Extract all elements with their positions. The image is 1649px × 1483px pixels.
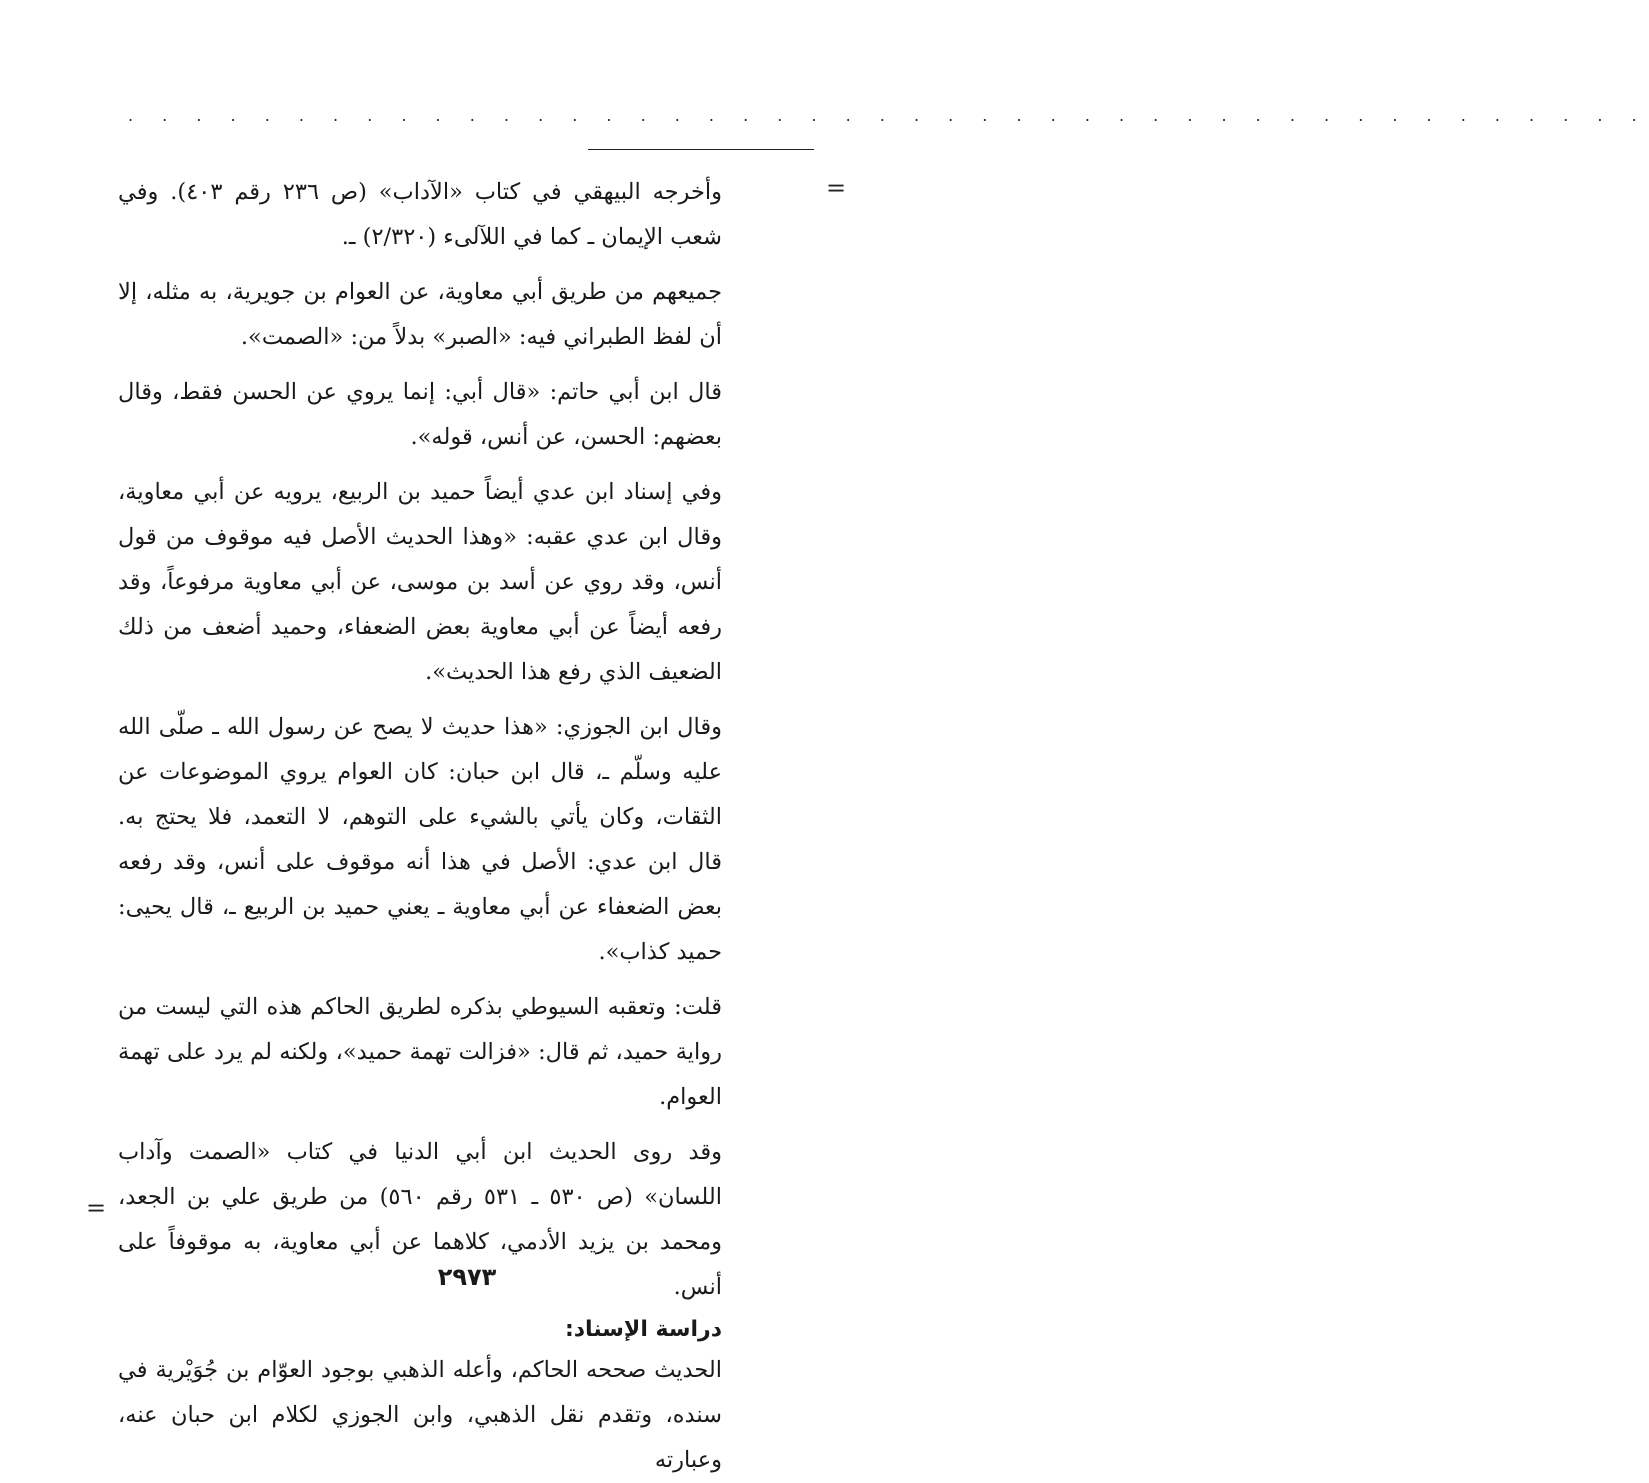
paragraph-suyuti: قلت: وتعقبه السيوطي بذكره لطريق الحاكم هذه التي ليست من رواية حميد، ثم قال: «فزالت تهمة حميد»، ولكنه لم يرد على تهمة العوام. <box>118 994 722 1110</box>
page-number: ٢٩٧٣ <box>437 1263 497 1291</box>
section-heading: دراسة الإسناد: <box>564 1317 722 1342</box>
continuation-marker-top: = <box>826 174 847 202</box>
paragraph-ibn-abi-hatim: قال ابن أبي حاتم: «قال أبي: إنما يروي عن الحسن فقط، وقال بعضهم: الحسن، عن أنس، قوله». <box>118 379 722 450</box>
paragraph-bayhaqi: وأخرجه البيهقي في كتاب «الآداب» (ص ٢٣٦ رقم ٤٠٣). وفي شعب الإيمان ـ كما في اللآلىء (٢/٣٢٠) ـ. <box>118 179 722 250</box>
dotted-separator: . . . . . . . . . . . . . . . . . . . . . . . . . . . . . . . . . . . . . . . . . . . . . <box>128 106 1649 125</box>
paragraph-abu-muawiya-route: جميعهم من طريق أبي معاوية، عن العوام بن جويرية، به مثله، إلا أن لفظ الطبراني فيه: «الصبر» بدلاً من: «الصمت». <box>118 279 722 350</box>
footnote-rule <box>588 149 814 150</box>
paragraph-isnad-study: الحديث صححه الحاكم، وأعله الذهبي بوجود العوّام بن جُوَيْرية في سنده، وتقدم نقل الذهبي، وابن الجوزي لكلام ابن حبان عنه، وعبارته <box>118 1357 722 1473</box>
paragraph-ibn-abi-dunya: وقد روى الحديث ابن أبي الدنيا في كتاب «الصمت وآداب اللسان» (ص ٥٣٠ ـ ٥٣١ رقم ٥٦٠) من طريق علي بن الجعد، ومحمد بن يزيد الأدمي، كلاهما عن أبي معاوية، به موقوفاً على أنس. <box>118 1139 722 1300</box>
paragraph-ibn-adi: وفي إسناد ابن عدي أيضاً حميد بن الربيع، يرويه عن أبي معاوية، وقال ابن عدي عقبه: «وهذا الحديث الأصل فيه موقوف من قول أنس، وقد روي عن أسد بن موسى، عن أبي معاوية مرفوعاً، وقد رفعه أيضاً عن أبي معاوية بعض الضعفاء، وحميد أضعف من ذلك الضعيف الذي رفع هذا الحديث». <box>118 479 722 685</box>
continuation-marker-bottom: = <box>86 1194 107 1222</box>
paragraph-ibn-al-jawzi: وقال ابن الجوزي: «هذا حديث لا يصح عن رسول الله ـ صلّى الله عليه وسلّم ـ، قال ابن حبان: كان العوام يروي الموضوعات عن الثقات، وكان يأتي بالشيء على التوهم، لا التعمد، فلا يحتج به. قال ابن عدي: الأصل في هذا أنه موقوف على أنس، وقد رفعه بعض الضعفاء عن أبي معاوية ـ يعني حميد بن الربيع ـ، قال يحيى: حميد كذاب». <box>118 714 722 965</box>
